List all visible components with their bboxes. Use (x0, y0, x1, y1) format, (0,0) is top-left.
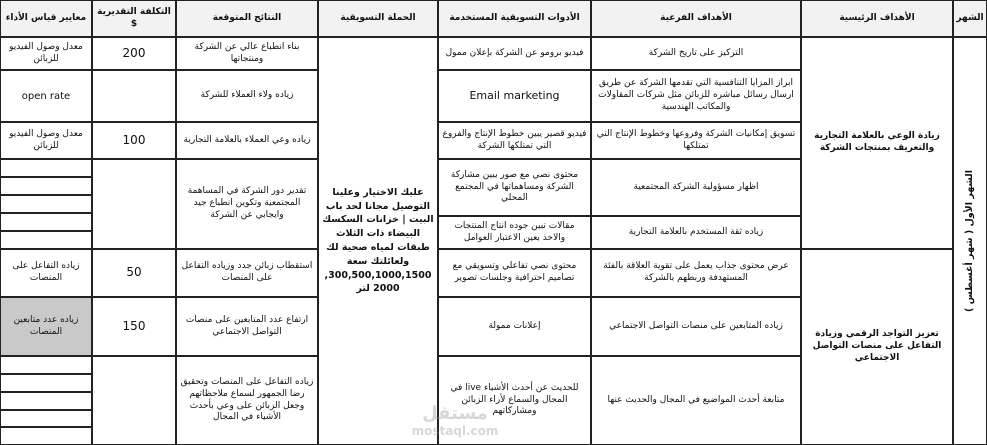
header-cost: التكلفة التقديرية $ (92, 0, 176, 37)
tool-2: Email marketing (438, 70, 591, 122)
sub-goal-8: متابعة أحدث المواضيع في المجال والحديث عنها (591, 356, 801, 445)
header-main-goals: الأهداف الرئيسية (801, 0, 953, 37)
result-4: تقدير دور الشركة في المساهمة المجتمعية وتكوين انطباع جيد وايجابي عن الشركة (176, 159, 318, 249)
header-kpis: معايير قياس الأداء (0, 0, 92, 37)
main-goal-2: تعزيز التواجد الرقمي وزيادة التفاعل على منصات التواصل الاجتماعي (801, 249, 953, 445)
header-results: النتائج المتوقعة (176, 0, 318, 37)
tool-6: محتوى نصي تفاعلي وتسويقي مع تصاميم احترافية وجلسات تصوير (438, 249, 591, 297)
result-1: بناء انطباع عالي عن الشركة ومنتجاتها (176, 37, 318, 70)
kpi-empty-8 (0, 392, 92, 410)
kpi-2: open rate (0, 70, 92, 122)
sub-goal-3: تسويق إمكانيات الشركة وفروعها وخطوط الإنتاج التي تمتلكها (591, 122, 801, 159)
tool-5: مقالات تبين جوده انتاج المنتجات والاخذ بعين الاعتبار العوامل (438, 216, 591, 249)
kpi-empty-10 (0, 427, 92, 445)
header-month: الشهر (953, 0, 987, 37)
cost-3: 50 (92, 249, 176, 297)
cost-empty-2 (92, 159, 176, 249)
tool-4: محتوى نصي مع صور يبين مشاركة الشركة ومساهماتها في المجتمع المحلي (438, 159, 591, 216)
sub-goal-7: زياده المتابعين على منصات التواصل الاجتماعي (591, 297, 801, 356)
sub-goal-1: التركيز على تاريخ الشركة (591, 37, 801, 70)
sub-goal-4: اظهار مسؤولية الشركة المجتمعية (591, 159, 801, 216)
kpi-empty-7 (0, 374, 92, 392)
tool-1: فيديو برومو عن الشركة بإعلان ممول (438, 37, 591, 70)
kpi-empty-1 (0, 159, 92, 177)
cost-empty-1 (92, 70, 176, 122)
result-5: استقطاب زبائن جدد وزياده التفاعل على المنصات (176, 249, 318, 297)
month-cell (953, 37, 987, 445)
sub-goal-5: زياده ثقة المستخدم بالعلامة التجارية (591, 216, 801, 249)
kpi-empty-5 (0, 231, 92, 249)
kpi-3: معدل وصول الفيديو للزبائن (0, 122, 92, 159)
result-2: زياده ولاء العملاء للشركة (176, 70, 318, 122)
header-tools: الأدوات التسويقية المستخدمة (438, 0, 591, 37)
kpi-empty-2 (0, 177, 92, 195)
kpi-1: معدل وصول الفيديو للزبائن (0, 37, 92, 70)
kpi-empty-6 (0, 356, 92, 374)
kpi-5: زياده عدد متابعين المنصات (0, 297, 92, 356)
kpi-empty-4 (0, 213, 92, 231)
cost-empty-3 (92, 356, 176, 445)
header-campaign: الحملة التسويقية (318, 0, 438, 37)
tool-8: للحديث عن أحدث الأشياء live في المجال والسماع لأراء الزبائن ومشاركاتهم (438, 356, 591, 445)
sub-goal-2: ابراز المزايا التنافسية التي تقدمها الشركة عن طريق ارسال رسائل مباشره للزبائن مثل شركات المقاولات والمكاتب الهندسية (591, 70, 801, 122)
tool-3: فيديو قصير يبين خطوط الإنتاج والفروع التي تمتلكها الشركة (438, 122, 591, 159)
cost-2: 100 (92, 122, 176, 159)
result-6: ارتفاع عدد المتابعين على منصات التواصل الاجتماعي (176, 297, 318, 356)
watermark-arabic: مستقل (422, 402, 488, 424)
cost-1: 200 (92, 37, 176, 70)
kpi-empty-9 (0, 410, 92, 427)
kpi-4: زياده التفاعل على المنصات (0, 249, 92, 297)
main-goal-1: زيادة الوعي بالعلامة التجارية والتعريف بمنتجات الشركة (801, 37, 953, 249)
result-3: زياده وعي العملاء بالعلامة التجارية (176, 122, 318, 159)
tool-7: إعلانات ممولة (438, 297, 591, 356)
month-label: الشهر الأول ( شهر أغسطس ) (963, 170, 975, 312)
cost-4: 150 (92, 297, 176, 356)
watermark-url: mostaql.com (411, 423, 499, 438)
result-7: زياده التفاعل على المنصات وتحقيق رضا الجمهور لسماع ملاحظاتهم وجعل الزبائن على وعي بأحدث الأشياء في المجال (176, 356, 318, 445)
sub-goal-6: عرض محتوى جذاب يعمل على تقوية العلاقة بالفئة المستهدفة وربطهم بالشركة (591, 249, 801, 297)
header-sub-goals: الأهداف الفرعية (591, 0, 801, 37)
campaign-text: عليك الاختيار وعلينا التوصيل مجانا لحد باب البيت | خزانات السكسك البيضاء ذات الثلاث طبقات لمياه صحية لك ولعائلتك سعة 300,500,1000,1500, 2000 لتر (318, 37, 438, 445)
kpi-empty-3 (0, 195, 92, 213)
